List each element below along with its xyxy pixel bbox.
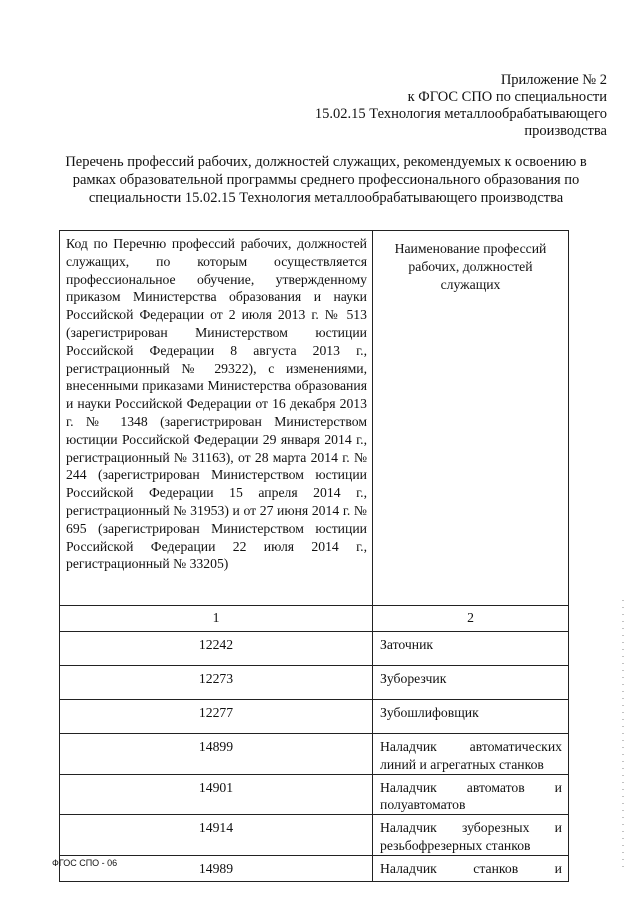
profession-name: Наладчик автоматов и полуавтоматов: [373, 774, 569, 815]
appendix-note: [315, 72, 607, 140]
profession-code: 14901: [60, 774, 373, 815]
appendix-line-2: к ФГОС СПО по специальности: [407, 89, 607, 105]
profession-name: Наладчик автоматических линий и агрегатных станков: [373, 734, 569, 775]
table-header-row: [60, 231, 569, 606]
table-row: [60, 855, 569, 881]
profession-code: 12273: [60, 666, 373, 700]
profession-code: 14989: [60, 855, 373, 881]
profession-code: 14914: [60, 815, 373, 856]
profession-name: Наладчик зуборезных и резьбофрезерных станков: [373, 815, 569, 856]
appendix-line-1: Приложение № 2: [500, 72, 607, 88]
profession-code: 12242: [60, 632, 373, 666]
table-row: [60, 734, 569, 775]
scan-edge-mark: [622, 600, 624, 870]
profession-name: Зуборезчик: [373, 666, 569, 700]
table-row: [60, 700, 569, 734]
table-row: [60, 815, 569, 856]
table-row: [60, 666, 569, 700]
profession-name: Наладчик станков и: [373, 855, 569, 881]
column-number-row: [60, 606, 569, 632]
header-name-cell: Наименование профессий рабочих, должностей служащих: [373, 231, 569, 606]
document-heading: Перечень профессий рабочих, должностей служащих, рекомендуемых к освоению в рамках образовательной программы среднего профессионального образования по специальности 15.02.15 Технология металлообрабатывающего производства: [65, 154, 587, 206]
column-number-2: 2: [373, 606, 569, 632]
column-number-1: 1: [60, 606, 373, 632]
table-row: [60, 632, 569, 666]
appendix-line-4: производства: [524, 123, 607, 139]
header-code-cell: Код по Перечню профессий рабочих, должностей служащих, по которым осуществляется профессиональное обучение, утвержденному приказом Министерства образования и науки Российской Федерации от 2 июля 2013 г. № 513 (зарегистрирован Министерством юстиции Российской Федерации 8 августа 2013 г., регистрационный № 29322), с изменениями, внесенными приказами Министерства образования и науки Российской Федерации от 16 декабря 2013 г. № 1348 (зарегистрирован Министерством юстиции Российской Федерации 29 января 2014 г., регистрационный № 31163), от 28 марта 2014 г. № 244 (зарегистрирован Министерством юстиции Российской Федерации 15 апреля 2014 г., регистрационный № 31953) и от 27 июня 2014 г. № 695 (зарегистрирован Министерством юстиции Российской Федерации 22 июля 2014 г., регистрационный № 33205): [60, 231, 373, 606]
profession-name: Зубошлифовщик: [373, 700, 569, 734]
professions-table: [59, 230, 569, 882]
profession-code: 14899: [60, 734, 373, 775]
profession-name: Заточник: [373, 632, 569, 666]
appendix-line-3: 15.02.15 Технология металлообрабатывающего: [314, 106, 607, 122]
profession-code: 12277: [60, 700, 373, 734]
footer-label: ФГОС СПО - 06: [52, 858, 118, 868]
table-row: [60, 774, 569, 815]
